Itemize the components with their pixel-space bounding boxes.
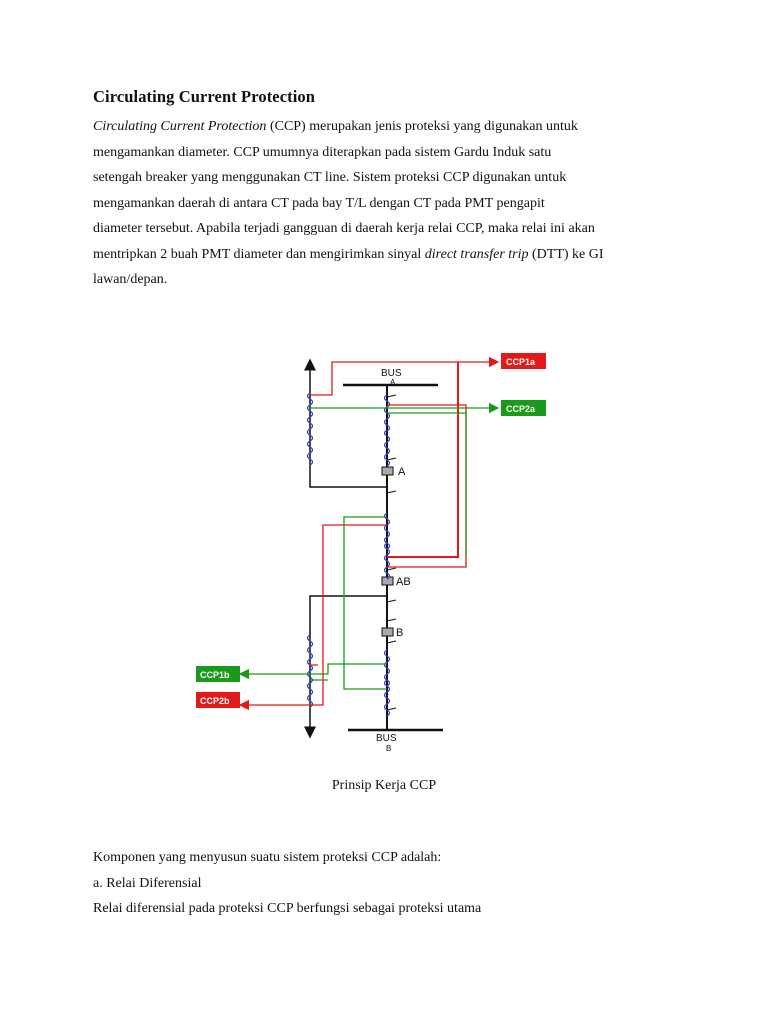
ccp2a-label: CCP2a — [506, 404, 536, 414]
ccp-diagram — [190, 345, 560, 753]
upper-line-feeder — [310, 360, 387, 487]
intro-line-4: mengamankan daerah di antara CT pada bay T/L dengan CT pada PMT pengapit — [93, 195, 545, 211]
dtt-term-italic: direct transfer trip — [424, 246, 529, 262]
lower-line-feeder — [310, 596, 387, 737]
figure-caption: Prinsip Kerja CCP — [331, 778, 437, 793]
breaker-a-label: A — [398, 466, 406, 478]
breaker-b — [382, 628, 393, 636]
breaker-ab-label: AB — [396, 576, 411, 588]
ccp-term-italic: Circulating Current Protection — [93, 119, 267, 134]
intro-line-2: mengamankan diameter. CCP umumnya diterapkan pada sistem Gardu Induk satu — [93, 144, 552, 160]
intro-line-6: mentripkan 2 buah PMT diameter dan mengirimkan sinyal direct transfer trip (DTT) ke GI — [93, 246, 604, 262]
document-title: Circulating Current Protection — [93, 87, 316, 106]
intro-line-3: setengah breaker yang menggunakan CT line. Sistem proteksi CCP digunakan untuk — [93, 170, 567, 185]
intro-paragraph — [93, 114, 693, 293]
breaker-a — [382, 467, 393, 475]
ccp1b-label: CCP1b — [200, 670, 230, 680]
component-item-a: a. Relai Diferensial — [93, 875, 202, 891]
bus-b-sub: B — [386, 744, 392, 753]
intro-line-1: Circulating Current Protection (CCP) merupakan jenis proteksi yang digunakan untuk — [93, 119, 578, 134]
intro-line-5: diameter tersebut. Apabila terjadi gangguan di daerah kerja relai CCP, maka relai ini akan — [93, 221, 595, 236]
disconnect-ticks — [387, 395, 396, 710]
green-ccp2-wiring — [240, 408, 498, 689]
intro-line-7: lawan/depan. — [93, 272, 168, 287]
components-section — [93, 845, 481, 922]
ccp2b-label: CCP2b — [200, 696, 230, 706]
component-item-a-desc: Relai diferensial pada proteksi CCP berfungsi sebagai proteksi utama — [93, 901, 482, 916]
ct-coils — [308, 393, 390, 716]
components-intro: Komponen yang menyusun suatu sistem proteksi CCP adalah: — [93, 850, 442, 865]
ccp1a-label: CCP1a — [506, 357, 536, 367]
bus-a-sub: A — [390, 378, 396, 387]
bus-a-label: BUS — [381, 368, 402, 379]
breaker-b-label: B — [396, 627, 404, 639]
bus-b-label: BUS — [376, 733, 397, 744]
